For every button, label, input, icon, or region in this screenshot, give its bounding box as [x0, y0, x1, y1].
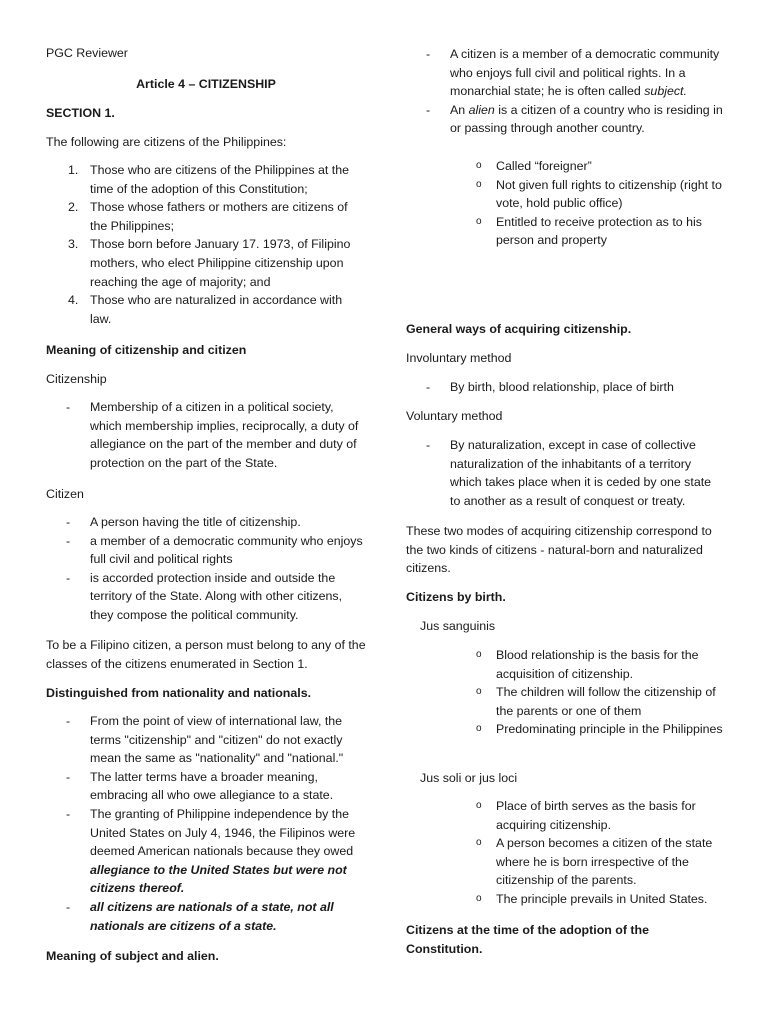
list-text: A person becomes a citizen of the state where he is born irrespective of the citizenship of the parents. — [496, 836, 713, 888]
dash-marker: - — [66, 515, 71, 529]
circle-bullet-icon: o — [476, 800, 482, 811]
list-item — [406, 157, 724, 176]
list-item — [406, 101, 724, 138]
list-text: From the point of view of international law, the terms "citizenship" and "citizen" do not exactly mean the same as "nationality" and "national." — [90, 714, 344, 766]
list-text-emphasis: alien — [468, 102, 495, 117]
involuntary-list — [406, 378, 724, 397]
circle-bullet-icon: o — [476, 686, 482, 698]
alien-sublist — [406, 157, 724, 250]
article-title: Article 4 – CITIZENSHIP — [136, 77, 276, 91]
list-item — [406, 797, 724, 834]
general-ways-heading: General ways of acquiring citizenship. — [406, 322, 632, 336]
list-text: Called “foreigner” — [496, 159, 592, 173]
list-item — [406, 45, 724, 101]
list-text: An — [450, 102, 469, 117]
citizens-list — [46, 161, 366, 328]
list-item — [46, 291, 366, 328]
list-text: is a citizen of a country who is residing in or passing through another country. — [450, 102, 723, 136]
list-item — [46, 532, 366, 569]
dash-marker: - — [66, 899, 71, 914]
list-item — [46, 569, 366, 625]
list-number: 4. — [68, 293, 79, 308]
list-text: The children will follow the citizenship of the parents or one of them — [496, 685, 716, 718]
list-text: Membership of a citizen in a political society, which membership implies, reciprocally, a duty of allegiance on the part of the member and duty of protection on the part of the State. — [90, 400, 359, 470]
list-item — [406, 720, 724, 739]
adoption-heading: Citizens at the time of the adoption of the Constitution. — [406, 923, 649, 956]
list-item — [46, 161, 366, 198]
circle-bullet-icon: o — [476, 215, 482, 227]
dash-marker: - — [426, 380, 431, 394]
list-text: Entitled to receive protection as to his person and property — [496, 214, 702, 248]
citizen-label: Citizen — [46, 487, 84, 501]
list-text: Those who are naturalized in accordance with law. — [90, 293, 343, 326]
list-text: A person having the title of citizenship. — [90, 515, 301, 529]
citizenship-list — [46, 398, 366, 472]
list-text-emphasis: all citizens are nationals of a state, not all nationals are citizens of a state. — [90, 899, 334, 933]
dash-marker: - — [66, 714, 71, 728]
jus-sanguinis-list — [406, 646, 724, 739]
voluntary-list — [406, 436, 724, 510]
citizen-list — [46, 513, 366, 625]
list-item — [406, 436, 724, 510]
distinguished-heading: Distinguished from nationality and nationals. — [46, 686, 312, 700]
circle-bullet-icon: o — [476, 723, 482, 735]
reviewer-label: PGC Reviewer — [46, 46, 128, 60]
circle-bullet-icon: o — [476, 649, 482, 660]
section1-heading: SECTION 1. — [46, 106, 115, 120]
circle-bullet-icon: o — [476, 837, 482, 849]
section1-intro: The following are citizens of the Philippines: — [46, 135, 287, 149]
dash-marker: - — [66, 533, 71, 548]
list-text: Predominating principle in the Philippines — [496, 722, 723, 737]
list-text: The granting of Philippine independence by the United States on July 4, 1946, the Filipinos were deemed American nationals because they owed — [90, 806, 356, 859]
filipino-citizen-paragraph: To be a Filipino citizen, a person must belong to any of the classes of the citizens enumerated in Section 1. — [46, 638, 366, 671]
list-item — [46, 235, 366, 291]
list-text: By naturalization, except in case of collective naturalization of the inhabitants of a territory which takes place when it is ceded by one state to another as a result of conquest or treaty. — [450, 438, 712, 508]
list-text-emphasis: allegiance to the United States but were not citizens thereof. — [90, 862, 347, 896]
list-item — [406, 213, 724, 250]
dash-marker: - — [426, 102, 431, 117]
list-number: 2. — [68, 200, 79, 215]
list-item — [46, 398, 366, 472]
list-item — [406, 176, 724, 213]
dash-marker: - — [426, 438, 431, 452]
list-item — [406, 890, 724, 909]
meaning-heading: Meaning of citizenship and citizen — [46, 343, 247, 357]
list-item — [406, 834, 724, 890]
by-birth-heading: Citizens by birth. — [406, 590, 506, 604]
jus-sanguinis-label: Jus sanguinis — [420, 619, 496, 633]
list-item — [46, 805, 366, 898]
distinguished-list — [46, 712, 366, 935]
dash-marker: - — [66, 570, 71, 585]
subject-alien-list — [406, 45, 724, 138]
list-text: Those whose fathers or mothers are citizens of the Philippines; — [90, 200, 348, 233]
list-item — [46, 712, 366, 768]
jus-soli-label: Jus soli or jus loci — [420, 771, 518, 785]
two-modes-paragraph: These two modes of acquiring citizenship correspond to the two kinds of citizens - natural-born and naturalized citizens. — [406, 524, 712, 576]
list-text: The latter terms have a broader meaning, embracing all who owe allegiance to a state. — [90, 769, 334, 803]
circle-bullet-icon: o — [476, 178, 482, 190]
list-text: Place of birth serves as the basis for acquiring citizenship. — [496, 799, 696, 832]
voluntary-label: Voluntary method — [406, 409, 503, 423]
dash-marker: - — [66, 769, 71, 784]
circle-bullet-icon: o — [476, 892, 482, 904]
list-item — [46, 768, 366, 805]
subject-alien-heading: Meaning of subject and alien. — [46, 949, 219, 963]
list-item — [46, 513, 366, 532]
list-item — [406, 683, 724, 720]
citizenship-label: Citizenship — [46, 372, 107, 386]
list-item — [46, 198, 366, 235]
involuntary-label: Involuntary method — [406, 351, 512, 365]
list-text: By birth, blood relationship, place of birth — [450, 380, 674, 394]
list-text: is accorded protection inside and outside the territory of the State. Along with other citizens, they compose the political community. — [90, 570, 343, 622]
list-text: A citizen is a member of a democratic community who enjoys full civil and political rights. In a monarchial state; he is often called — [450, 47, 720, 99]
list-text: Those who are citizens of the Philippines at the time of the adoption of this Constitution; — [90, 163, 349, 196]
list-text: Not given full rights to citizenship (right to vote, hold public office) — [496, 177, 722, 211]
list-item — [46, 898, 366, 935]
list-text-emphasis: subject. — [644, 84, 687, 99]
list-text: Those born before January 17. 1973, of Filipino mothers, who elect Philippine citizenship upon reaching the age of majority; and — [90, 237, 351, 289]
dash-marker: - — [66, 400, 71, 414]
dash-marker: - — [66, 806, 71, 821]
list-text: Blood relationship is the basis for the acquisition of citizenship. — [496, 648, 699, 681]
list-number: 3. — [68, 237, 79, 252]
list-text: a member of a democratic community who enjoys full civil and political rights — [90, 533, 363, 567]
dash-marker: - — [426, 47, 431, 61]
list-number: 1. — [68, 163, 79, 177]
circle-bullet-icon: o — [476, 160, 482, 171]
list-text: The principle prevails in United States. — [496, 891, 708, 906]
jus-soli-list — [406, 797, 724, 909]
list-item — [406, 378, 724, 397]
list-item — [406, 646, 724, 683]
